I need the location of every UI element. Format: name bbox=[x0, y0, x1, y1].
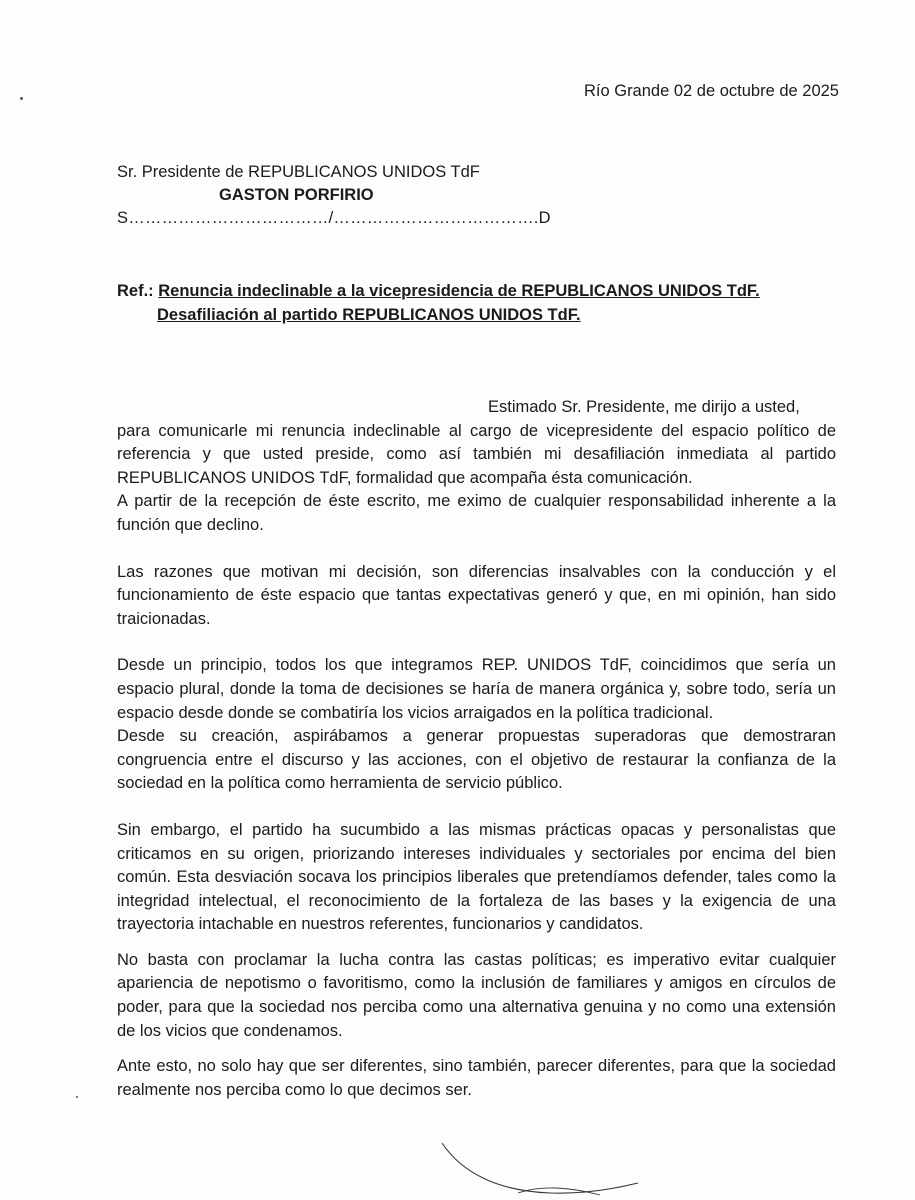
salutation-line: S………………………………/……………………………….D bbox=[117, 209, 551, 227]
paragraph: Ante esto, no solo hay que ser diferentes, sino también, parecer diferentes, para que la sociedad realmente nos perciba como lo que decimos ser. bbox=[117, 1057, 836, 1099]
greeting: Estimado Sr. Presidente, me dirijo a usted, bbox=[488, 398, 800, 416]
ref-label: Ref.: bbox=[117, 282, 154, 300]
paragraph: A partir de la recepción de éste escrito, me eximo de cualquier responsabilidad inherente a la función que declino. bbox=[117, 492, 836, 534]
paragraph: Las razones que motivan mi decisión, son diferencias insalvables con la conducción y el funcionamiento de éste espacio que tantas expectativas generó y que, en mi opinión, han sido traicionadas. bbox=[117, 562, 836, 628]
ref-line-1: Renuncia indeclinable a la vicepresidencia de REPUBLICANOS UNIDOS TdF. bbox=[158, 282, 760, 300]
recipient-name: GASTON PORFIRIO bbox=[219, 186, 374, 204]
paragraph: Desde un principio, todos los que integramos REP. UNIDOS TdF, coincidimos que sería un espacio plural, donde la toma de decisiones se haría de manera orgánica y, sobre todo, sería un espacio desde donde se combatiría los vicios arraigados en la política tradicional. bbox=[117, 656, 836, 722]
signature-stroke bbox=[440, 1135, 640, 1197]
ref-line-2: Desafiliación al partido REPUBLICANOS UNIDOS TdF. bbox=[157, 306, 581, 324]
paragraph: Desde su creación, aspirábamos a generar propuestas superadoras que demostraran congruencia entre el discurso y las acciones, con el objetivo de restaurar la confianza de la sociedad en la política como herramienta de servicio público. bbox=[117, 727, 836, 793]
paragraph: para comunicarle mi renuncia indeclinable al cargo de vicepresidente del espacio político de referencia y que usted preside, como así también mi desafiliación inmediata al partido REPUBLICANOS UNIDOS TdF, formalidad que acompaña ésta comunicación. bbox=[117, 421, 836, 487]
scan-speck bbox=[20, 97, 23, 100]
letter-body bbox=[117, 396, 836, 1102]
recipient-block bbox=[117, 161, 551, 230]
paragraph: No basta con proclamar la lucha contra las castas políticas; es imperativo evitar cualquier apariencia de nepotismo o favoritismo, como la inclusión de familiares y amigos en círculos de poder, para que la sociedad nos perciba como una alternativa genuina y no como una extensión de los vicios que condenamos. bbox=[117, 950, 836, 1040]
letter-date: Río Grande 02 de octubre de 2025 bbox=[583, 82, 839, 100]
paragraph: Sin embargo, el partido ha sucumbido a las mismas prácticas opacas y personalistas que criticamos en su origen, priorizando intereses individuales y sectoriales por encima del bien común. Esta desviación socava los principios liberales que pretendíamos defender, tales como la integridad intelectual, el reconocimiento de la fortaleza de las bases y la exigencia de una trayectoria intachable en nuestros referentes, funcionarios y candidatos. bbox=[117, 820, 836, 934]
scan-speck bbox=[76, 1096, 78, 1098]
recipient-title: Sr. Presidente de REPUBLICANOS UNIDOS TdF bbox=[117, 163, 480, 181]
reference-block bbox=[117, 279, 760, 327]
